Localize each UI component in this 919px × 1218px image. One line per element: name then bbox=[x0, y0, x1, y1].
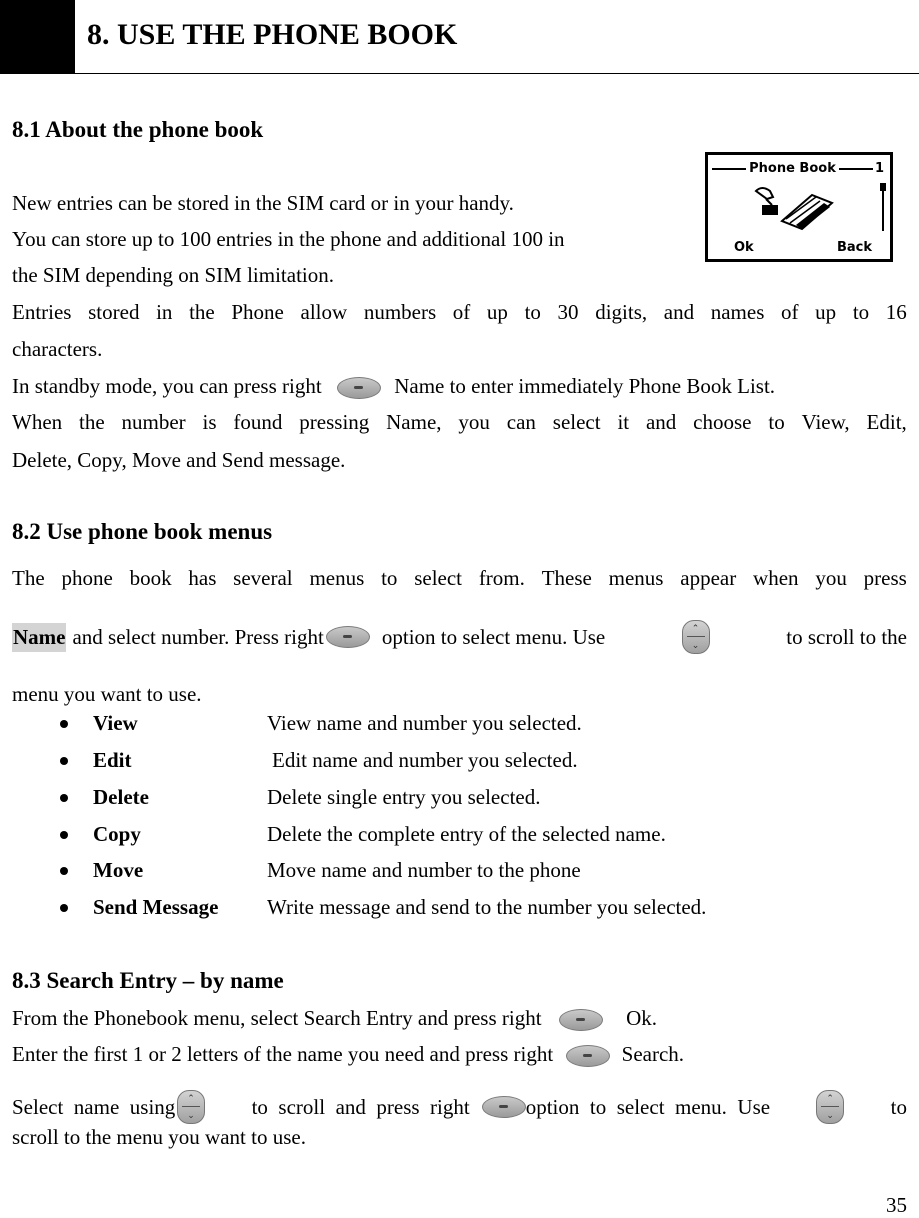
phonebook-icon bbox=[752, 185, 836, 231]
word: from. bbox=[478, 566, 525, 590]
word: up bbox=[486, 300, 508, 324]
text-fragment: option to select menu. Use bbox=[525, 1094, 771, 1119]
line-part bbox=[12, 623, 605, 652]
word: number bbox=[121, 410, 186, 434]
section-heading-8-3: 8.3 Search Entry – by name bbox=[12, 968, 284, 993]
menu-option-description: View name and number you selected. bbox=[267, 711, 582, 735]
word: Phone bbox=[231, 300, 284, 324]
paragraph-line: menu you want to use. bbox=[12, 682, 202, 706]
word: book bbox=[129, 566, 172, 590]
line-part bbox=[252, 1095, 771, 1120]
paragraph-line bbox=[12, 620, 907, 654]
menu-option-description: Delete the complete entry of the selected name. bbox=[267, 822, 666, 846]
word: pressing bbox=[299, 410, 370, 434]
word: in bbox=[156, 300, 173, 324]
right-soft-key-icon bbox=[559, 1009, 603, 1031]
word: choose bbox=[693, 410, 752, 434]
word: and bbox=[645, 410, 677, 434]
bullet-icon bbox=[60, 757, 68, 765]
word: numbers bbox=[363, 300, 437, 324]
word: select bbox=[414, 566, 463, 590]
screen-left-softkey: Ok bbox=[734, 240, 754, 255]
word: 16 bbox=[885, 300, 907, 324]
word: the bbox=[79, 410, 105, 434]
screen-right-softkey: Back bbox=[836, 240, 872, 255]
word: up bbox=[815, 300, 837, 324]
chapter-marker bbox=[0, 0, 75, 73]
bullet-icon bbox=[60, 867, 68, 875]
menu-option-description: Edit name and number you selected. bbox=[272, 748, 578, 772]
word: can bbox=[506, 410, 536, 434]
word: the bbox=[189, 300, 215, 324]
paragraph-line: Delete, Copy, Move and Send message. bbox=[12, 448, 346, 472]
scroll-key-icon: ⌃ ⌄ bbox=[682, 620, 710, 654]
word: you bbox=[815, 566, 847, 590]
screen-index: 1 bbox=[874, 161, 884, 176]
text-fragment: Ok. bbox=[626, 1006, 657, 1030]
screen-title: Phone Book bbox=[749, 161, 836, 176]
menu-option-description: Write message and send to the number you selected. bbox=[267, 895, 707, 919]
word: stored bbox=[88, 300, 140, 324]
word: you bbox=[458, 410, 490, 434]
word: menus bbox=[608, 566, 664, 590]
paragraph-line: scroll to the menu you want to use. bbox=[12, 1125, 306, 1149]
chapter-title: 8. USE THE PHONE BOOK bbox=[87, 18, 458, 51]
word: select bbox=[552, 410, 601, 434]
screen-scrollbar bbox=[882, 183, 884, 231]
word: of bbox=[781, 300, 799, 324]
right-soft-key-icon bbox=[337, 377, 381, 399]
word: to bbox=[524, 300, 541, 324]
paragraph-line bbox=[12, 374, 775, 399]
scroll-key-icon: ⌃ ⌄ bbox=[816, 1090, 844, 1124]
paragraph-line: the SIM depending on SIM limitation. bbox=[12, 263, 334, 287]
word: it bbox=[617, 410, 630, 434]
section-heading-8-2: 8.2 Use phone book menus bbox=[12, 519, 273, 544]
word: phone bbox=[61, 566, 113, 590]
paragraph-line bbox=[12, 1042, 684, 1067]
menu-option-label: Move bbox=[93, 858, 144, 882]
menu-option-description: Move name and number to the phone bbox=[267, 858, 581, 882]
word: when bbox=[753, 566, 799, 590]
right-soft-key-icon bbox=[326, 626, 370, 648]
menu-option-label: Delete bbox=[93, 785, 149, 809]
text-fragment: to scroll to the bbox=[786, 624, 907, 649]
menu-option-description: Delete single entry you selected. bbox=[267, 785, 541, 809]
line-part bbox=[12, 1090, 205, 1124]
bullet-icon bbox=[60, 794, 68, 802]
bullet-icon bbox=[60, 831, 68, 839]
menu-option-label: Send Message bbox=[93, 895, 219, 919]
word: The bbox=[12, 566, 45, 590]
word: is bbox=[202, 410, 217, 434]
word: View, bbox=[801, 410, 850, 434]
text-fragment: and select number. Press right bbox=[72, 624, 324, 649]
paragraph-line: You can store up to 100 entries in the phone and additional 100 in bbox=[12, 227, 565, 251]
section-heading-8-1: 8.1 About the phone book bbox=[12, 117, 264, 142]
text-fragment: to bbox=[890, 1094, 907, 1119]
text-fragment: Name to enter immediately Phone Book List. bbox=[394, 374, 776, 398]
bullet-icon bbox=[60, 904, 68, 912]
paragraph-line bbox=[12, 1090, 907, 1124]
word: 30 bbox=[557, 300, 579, 324]
paragraph-justified-line bbox=[12, 566, 907, 591]
paragraph-justified-line bbox=[12, 300, 907, 325]
word: menus bbox=[309, 566, 365, 590]
word: appear bbox=[680, 566, 737, 590]
phone-book-screen-image bbox=[705, 152, 893, 262]
word: and bbox=[663, 300, 695, 324]
word: allow bbox=[300, 300, 348, 324]
menu-option-label: Edit bbox=[93, 748, 132, 772]
word: Entries bbox=[12, 300, 72, 324]
bullet-icon bbox=[60, 720, 68, 728]
right-soft-key-icon bbox=[482, 1096, 526, 1118]
word: of bbox=[452, 300, 471, 324]
menu-option-label: Copy bbox=[93, 822, 141, 846]
word: found bbox=[233, 410, 283, 434]
header-divider bbox=[0, 73, 919, 74]
paragraph-justified-line bbox=[12, 410, 907, 435]
text-fragment: Select name using bbox=[12, 1094, 176, 1119]
screen-title-bar bbox=[712, 161, 884, 176]
paragraph-line bbox=[12, 1006, 657, 1031]
page-number: 35 bbox=[886, 1193, 907, 1217]
word: These bbox=[541, 566, 592, 590]
menu-option-label: View bbox=[93, 711, 138, 735]
word: names bbox=[710, 300, 765, 324]
paragraph-line: characters. bbox=[12, 337, 103, 361]
name-softkey-label: Name bbox=[12, 623, 66, 652]
word: has bbox=[188, 566, 217, 590]
word: digits, bbox=[595, 300, 648, 324]
title-rule bbox=[712, 168, 746, 170]
text-fragment: to scroll and press right bbox=[251, 1094, 470, 1119]
word: Edit, bbox=[866, 410, 907, 434]
scroll-key-icon: ⌃ ⌄ bbox=[177, 1090, 205, 1124]
text-fragment: option to select menu. Use bbox=[381, 624, 606, 649]
word: press bbox=[863, 566, 907, 590]
title-rule bbox=[839, 168, 873, 170]
word: Name, bbox=[386, 410, 442, 434]
word: to bbox=[381, 566, 398, 590]
text-fragment: In standby mode, you can press right bbox=[12, 374, 322, 398]
word: to bbox=[768, 410, 785, 434]
word: to bbox=[852, 300, 870, 324]
word: When bbox=[12, 410, 63, 434]
text-fragment: Search. bbox=[621, 1042, 685, 1066]
paragraph-line: New entries can be stored in the SIM card or in your handy. bbox=[12, 191, 514, 215]
right-soft-key-icon bbox=[566, 1045, 610, 1067]
word: several bbox=[233, 566, 293, 590]
text-fragment: From the Phonebook menu, select Search Entry and press right bbox=[12, 1006, 542, 1030]
text-fragment: Enter the first 1 or 2 letters of the name you need and press right bbox=[12, 1042, 554, 1066]
